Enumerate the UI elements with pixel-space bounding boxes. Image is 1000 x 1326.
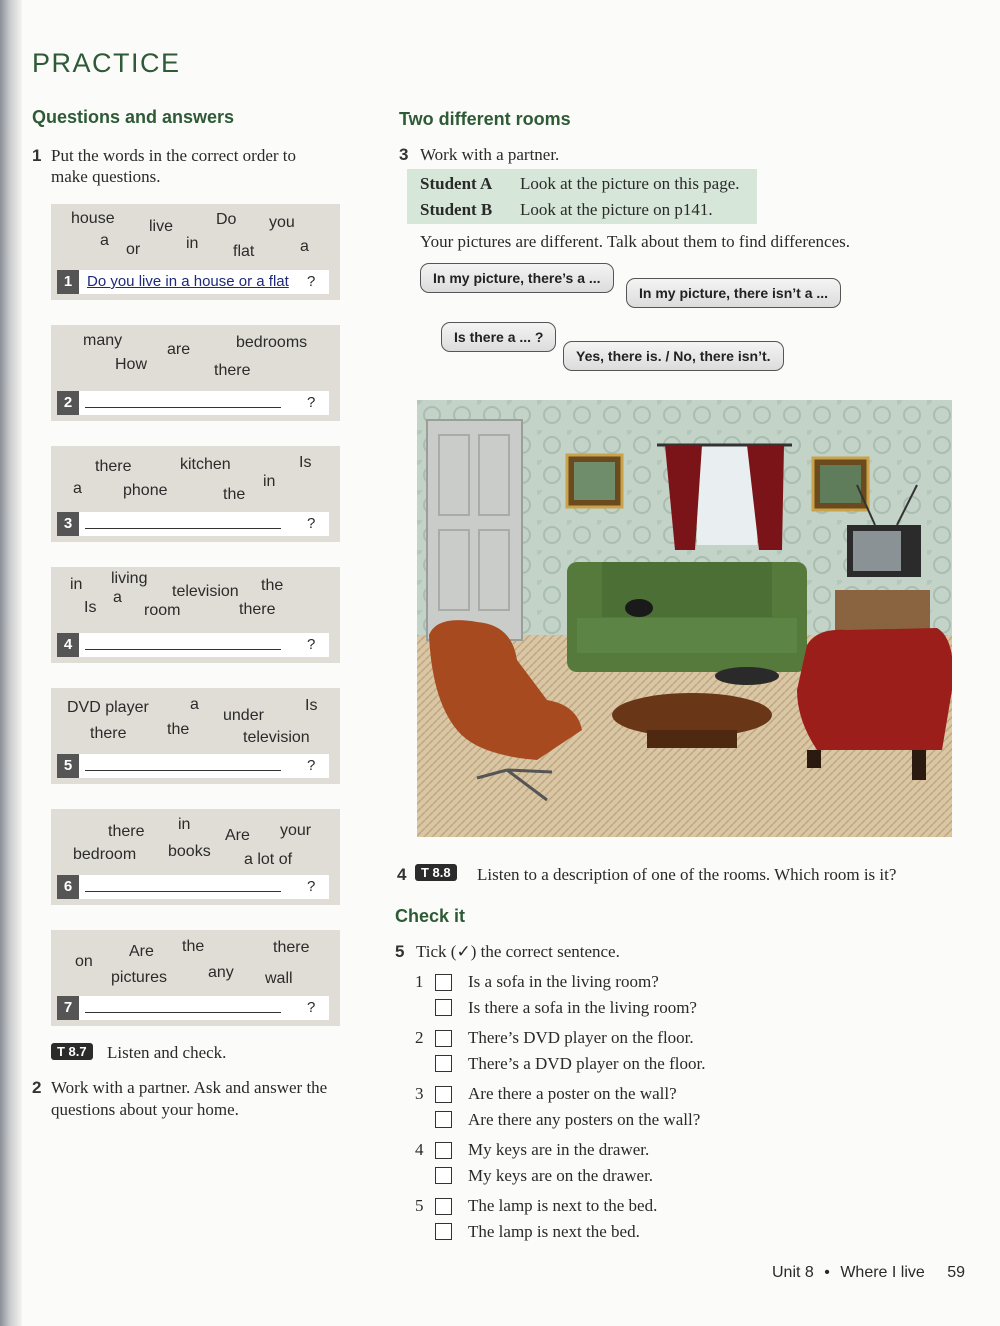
speech-bubble: Yes, there is. / No, there isn’t. [563, 341, 784, 371]
page-number: 59 [947, 1264, 966, 1281]
question-number: 7 [57, 996, 79, 1020]
word: you [269, 214, 295, 231]
word: a [300, 238, 309, 255]
word: in [70, 576, 83, 593]
word: there [273, 939, 310, 956]
word: bedrooms [236, 334, 308, 351]
ex1-number: 1 [32, 146, 42, 165]
pair-number: 1 [415, 972, 424, 991]
word: wall [265, 970, 293, 987]
word: phone [123, 482, 168, 499]
living-room-picture [417, 400, 952, 837]
word: kitchen [180, 456, 231, 473]
answer-bar [57, 270, 329, 294]
sentence-option: Are there a poster on the wall? [468, 1084, 677, 1103]
question-number: 6 [57, 875, 79, 899]
word: or [126, 241, 141, 258]
sentence-option: My keys are on the drawer. [468, 1166, 654, 1185]
ex5-instruction: Tick (✓) the correct sentence. [416, 942, 620, 961]
answer-line[interactable] [85, 407, 281, 408]
word: Is [305, 697, 318, 714]
student-a-text: Look at the picture on this page. [520, 174, 740, 193]
listen-check-text: Listen and check. [107, 1043, 227, 1062]
track-label: T 8.8 [415, 864, 457, 881]
answer-bar [57, 391, 329, 415]
word: television [172, 583, 239, 600]
word: DVD player [67, 699, 149, 716]
page-footer [772, 1264, 965, 1282]
sentence-option: My keys are in the drawer. [468, 1140, 650, 1159]
sentence-option: Are there any posters on the wall? [468, 1110, 701, 1129]
word: there [95, 458, 132, 475]
tick-checkbox[interactable] [435, 1030, 452, 1047]
book-spine-shadow [0, 0, 22, 1326]
question-number: 3 [57, 512, 79, 536]
word: books [168, 843, 211, 860]
differences-instruction: Your pictures are different. Talk about them to find differences. [420, 232, 850, 251]
answer-line[interactable] [85, 770, 281, 771]
question-mark: ? [307, 999, 316, 1016]
word: a [73, 480, 82, 497]
word: the [182, 938, 205, 955]
word-box-5 [51, 688, 340, 784]
pair-number: 5 [415, 1196, 424, 1215]
sentence-option: There’s DVD player on the floor. [468, 1028, 694, 1047]
left-heading: Questions and answers [32, 107, 235, 127]
word: are [167, 341, 191, 358]
word: in [263, 473, 276, 490]
tick-checkbox[interactable] [435, 1142, 452, 1159]
word: on [75, 953, 93, 970]
ex5-number: 5 [395, 942, 405, 961]
word: a [100, 232, 109, 249]
pair-number: 2 [415, 1028, 424, 1047]
word: Is [299, 454, 312, 471]
word: a lot of [244, 851, 293, 868]
right-heading: Two different rooms [399, 109, 571, 129]
answer-line[interactable] [85, 528, 281, 529]
question-number: 2 [57, 391, 79, 415]
word: room [144, 602, 181, 619]
question-number: 1 [57, 270, 79, 294]
question-number: 5 [57, 754, 79, 778]
word: How [115, 356, 148, 373]
ex1-instruction-line2: make questions. [51, 167, 161, 186]
word: a [113, 589, 122, 606]
word: the [167, 721, 190, 738]
tick-checkbox[interactable] [435, 974, 452, 991]
word: flat [233, 243, 255, 260]
student-b-label: Student B [420, 200, 493, 219]
speech-bubble: In my picture, there isn’t a ... [626, 278, 841, 308]
footer-unit: Unit 8 [772, 1264, 814, 1281]
example-answer: Do you live in a house or a flat [87, 273, 289, 290]
pair-number: 4 [415, 1140, 424, 1159]
word: Do [216, 211, 237, 228]
ex3-number: 3 [399, 145, 409, 164]
sentence-option: The lamp is next the bed. [468, 1222, 640, 1241]
tick-checkbox[interactable] [435, 1086, 452, 1103]
word-box-4 [51, 567, 340, 663]
ex2-instruction-line2: questions about your home. [51, 1100, 239, 1119]
word: many [83, 332, 123, 349]
pair-number: 3 [415, 1084, 424, 1103]
ex2-instruction-line1: Work with a partner. Ask and answer the [51, 1078, 328, 1097]
word-box-1 [51, 204, 340, 300]
tick-checkbox[interactable] [435, 1111, 452, 1128]
student-b-text: Look at the picture on p141. [520, 200, 713, 219]
word: your [280, 822, 312, 839]
tick-checkbox[interactable] [435, 1198, 452, 1215]
answer-bar [57, 512, 329, 536]
section-title: PRACTICE [32, 48, 181, 78]
ex3-instruction: Work with a partner. [420, 145, 560, 164]
tick-checkbox[interactable] [435, 1223, 452, 1240]
tick-checkbox[interactable] [435, 999, 452, 1016]
word: there [239, 601, 276, 618]
word: pictures [111, 969, 168, 986]
word: living [111, 570, 148, 587]
word: in [178, 816, 191, 833]
word: live [149, 218, 174, 235]
word: bedroom [73, 846, 137, 863]
audio-track-badge[interactable] [51, 1043, 93, 1061]
word: under [223, 707, 264, 724]
word-box-2 [51, 325, 340, 421]
tick-checkbox[interactable] [435, 1055, 452, 1072]
audio-track-badge[interactable] [415, 864, 457, 882]
word: there [90, 725, 127, 742]
answer-line[interactable] [85, 649, 281, 650]
question-mark: ? [307, 394, 316, 411]
answer-bar [57, 754, 329, 778]
answer-bar [57, 633, 329, 657]
word: there [214, 362, 251, 379]
student-a-label: Student A [420, 174, 493, 193]
word-box-7 [51, 930, 340, 1026]
footer-bullet: • [824, 1264, 830, 1281]
word: Are [129, 943, 154, 960]
sentence-option: Is there a sofa in the living room? [468, 998, 697, 1017]
word: television [243, 729, 310, 746]
question-mark: ? [307, 515, 316, 532]
word: Is [84, 599, 97, 616]
speech-bubble: Is there a ... ? [441, 322, 556, 352]
ex2-number: 2 [32, 1078, 42, 1097]
word-box-3 [51, 446, 340, 542]
track-label: T 8.7 [51, 1043, 93, 1060]
check-it-heading: Check it [395, 906, 466, 926]
answer-bar [57, 875, 329, 899]
tick-checkbox[interactable] [435, 1167, 452, 1184]
word: the [223, 486, 246, 503]
word: Are [225, 827, 250, 844]
sentence-option: The lamp is next to the bed. [468, 1196, 658, 1215]
ex4-number: 4 [397, 865, 407, 884]
word: a [190, 696, 199, 713]
answer-line[interactable] [85, 891, 281, 892]
answer-bar [57, 996, 329, 1020]
question-number: 4 [57, 633, 79, 657]
question-mark: ? [307, 878, 316, 895]
ex4-instruction: Listen to a description of one of the rooms. Which room is it? [477, 865, 897, 884]
word-box-6 [51, 809, 340, 905]
footer-title: Where I live [840, 1264, 925, 1281]
question-mark: ? [307, 757, 316, 774]
word: the [261, 577, 284, 594]
answer-line[interactable] [85, 1012, 281, 1013]
speech-bubble: In my picture, there’s a ... [420, 263, 614, 293]
sentence-option: There’s a DVD player on the floor. [468, 1054, 706, 1073]
ex1-instruction-line1: Put the words in the correct order to [51, 146, 297, 165]
sentence-option: Is a sofa in the living room? [468, 972, 659, 991]
question-mark: ? [307, 273, 316, 290]
word: there [108, 823, 145, 840]
question-mark: ? [307, 636, 316, 653]
word: any [208, 964, 234, 981]
word: in [186, 235, 199, 252]
word: house [71, 210, 115, 227]
